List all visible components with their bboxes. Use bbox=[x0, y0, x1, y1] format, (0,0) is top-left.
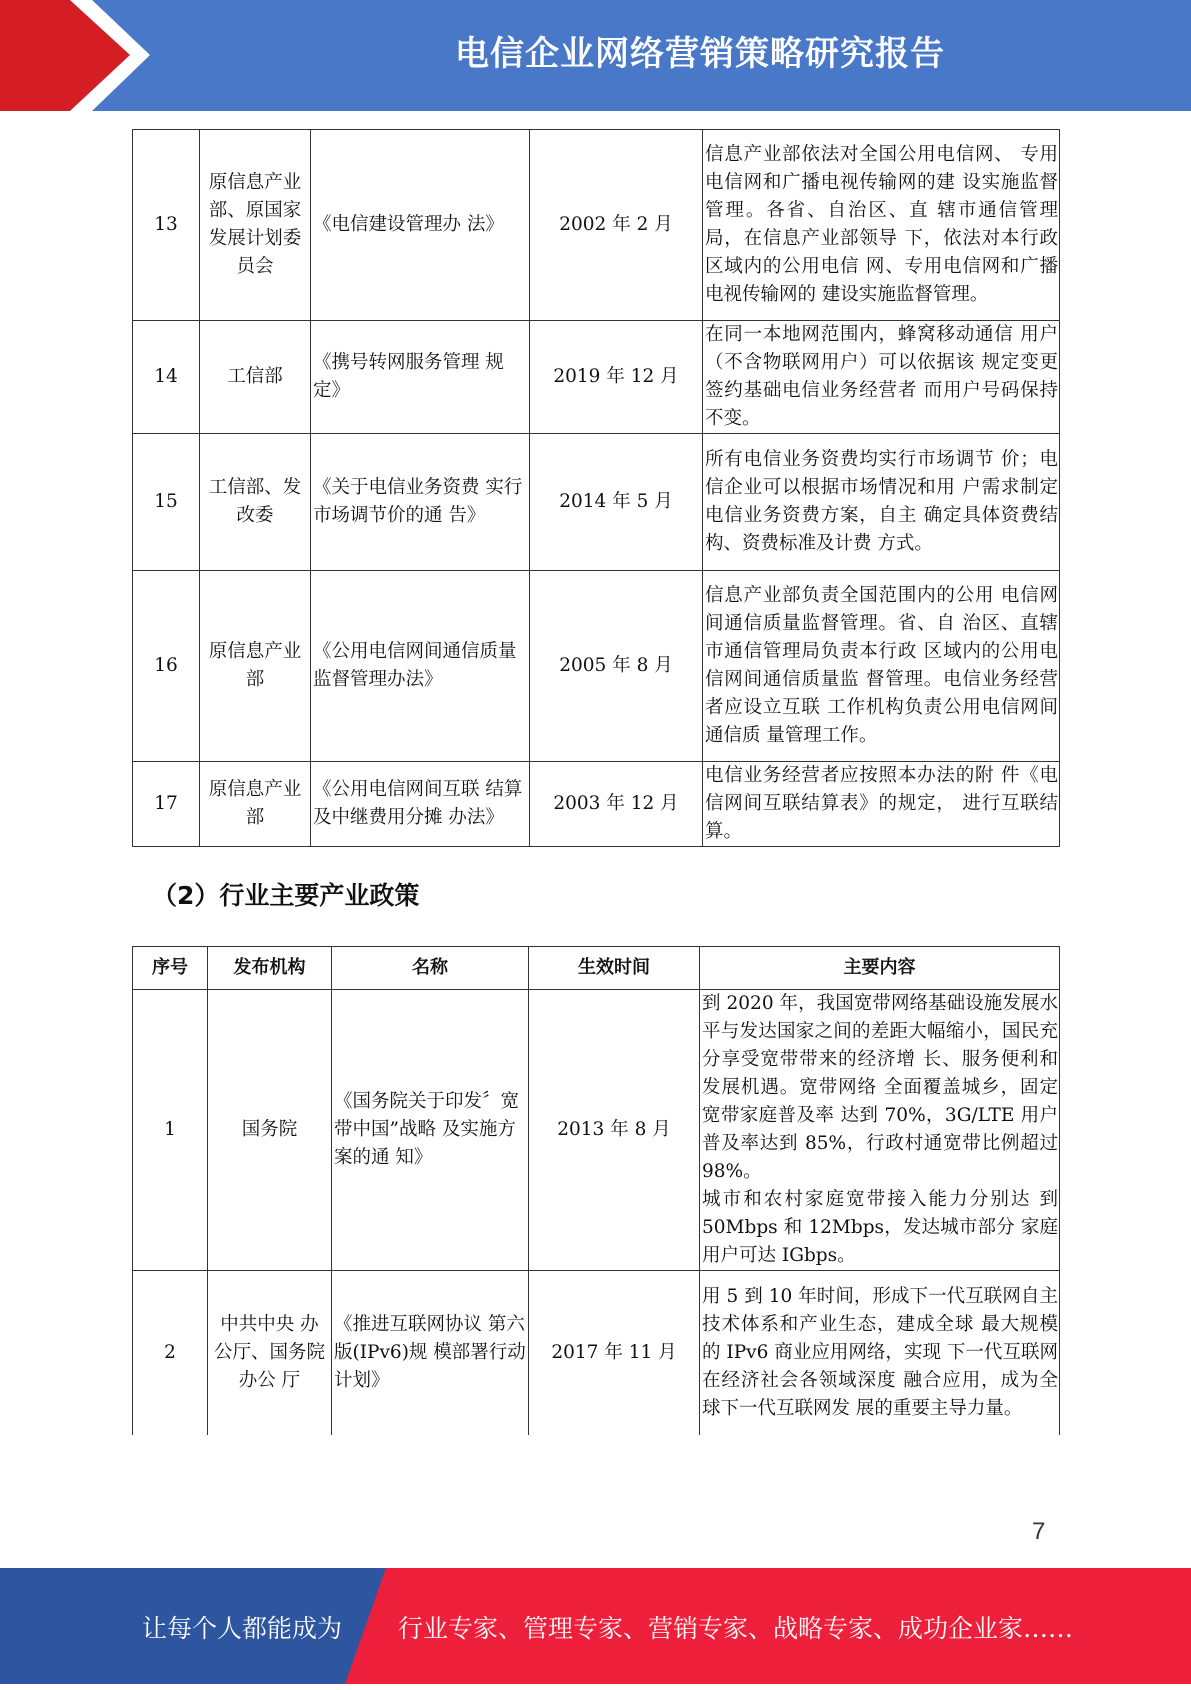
policy-content: 信息产业部负责全国范围内的公用 电信网间通信质量监督管理。省、自 治区、直辖市通信管理局负责本行政 区域内的公用电信网间通信质量监 督管理。电信业务经营者应设立互联 工作机构负责公用电信网间通信质 量管理工作。 bbox=[703, 571, 1060, 762]
policy-name: 《推进互联网协议 第六版(IPv6)规 模部署行动计划》 bbox=[332, 1271, 529, 1435]
page-header bbox=[0, 0, 1191, 111]
issuing-agency: 原信息产业部 bbox=[200, 571, 311, 762]
page-number: 7 bbox=[1032, 1518, 1046, 1545]
footer-slogan-right: 行业专家、管理专家、营销专家、战略专家、成功企业家…… bbox=[398, 1614, 1074, 1643]
column-header: 发布机构 bbox=[208, 947, 332, 990]
effective-date: 2014 年 5 月 bbox=[530, 434, 703, 571]
policy-content: 用 5 到 10 年时间，形成下一代互联网自主技术体系和产业生态，建成全球 最大规模的 IPv6 商业应用网络，实现 下一代互联网在经济社会各领域深度 融合应用，成为全球下一代互联网发 展的重要主导力量。 bbox=[700, 1271, 1060, 1435]
effective-date: 2002 年 2 月 bbox=[530, 130, 703, 321]
issuing-agency: 中共中央 办公厅、国务院办公 厅 bbox=[208, 1271, 332, 1435]
row-number: 2 bbox=[133, 1271, 208, 1435]
issuing-agency: 原信息产业部、原国家发展计划委员会 bbox=[200, 130, 311, 321]
row-number: 14 bbox=[133, 321, 200, 434]
issuing-agency: 原信息产业部 bbox=[200, 762, 311, 847]
table-row bbox=[133, 321, 1060, 434]
policy-name: 《公用电信网间通信质量监督管理办法》 bbox=[311, 571, 530, 762]
row-number: 15 bbox=[133, 434, 200, 571]
table-row bbox=[133, 990, 1060, 1271]
policy-name: 《关于电信业务资费 实行市场调节价的通 告》 bbox=[311, 434, 530, 571]
table-row bbox=[133, 762, 1060, 847]
content-paragraph: 城市和农村家庭宽带接入能力分别达 到 50Mbps 和 12Mbps，发达城市部分 家庭用户可达 IGbps。 bbox=[702, 1189, 1058, 1266]
policy-content bbox=[700, 990, 1060, 1271]
industry-policy-table bbox=[132, 946, 1060, 1435]
policy-content: 所有电信业务资费均实行市场调节 价；电信企业可以根据市场情况和用 户需求制定电信业务资费方案，自主 确定具体资费结构、资费标准及计费 方式。 bbox=[703, 434, 1060, 571]
effective-date: 2003 年 12 月 bbox=[530, 762, 703, 847]
issuing-agency: 国务院 bbox=[208, 990, 332, 1271]
policy-name: 《携号转网服务管理 规定》 bbox=[311, 321, 530, 434]
content-paragraph: 到 2020 年，我国宽带网络基础设施发展水平与发达国家之间的差距大幅缩小，国民充分享受宽带带来的经济增 长、服务便利和发展机遇。宽带网络 全面覆盖城乡，固定宽带家庭普及率 达到 70%，3G/LTE 用户普及率达到 85%，行政村通宽带比例超过 98%。 bbox=[702, 993, 1058, 1182]
column-header: 生效时间 bbox=[529, 947, 700, 990]
issuing-agency: 工信部 bbox=[200, 321, 311, 434]
report-title: 电信企业网络营销策略研究报告 bbox=[455, 34, 945, 74]
issuing-agency: 工信部、发改委 bbox=[200, 434, 311, 571]
effective-date: 2019 年 12 月 bbox=[530, 321, 703, 434]
table-row bbox=[133, 130, 1060, 321]
row-number: 17 bbox=[133, 762, 200, 847]
policy-content: 电信业务经营者应按照本办法的附 件《电信网间互联结算表》的规定， 进行互联结算。 bbox=[703, 762, 1060, 847]
effective-date: 2013 年 8 月 bbox=[529, 990, 700, 1271]
policy-content: 信息产业部依法对全国公用电信网、 专用电信网和广播电视传输网的建 设实施监督管理。各省、自治区、直 辖市通信管理局，在信息产业部领导 下，依法对本行政区域内的公用电信 网、专用电信网和广播电视传输网的 建设实施监督管理。 bbox=[703, 130, 1060, 321]
column-header: 主要内容 bbox=[700, 947, 1060, 990]
column-header: 序号 bbox=[133, 947, 208, 990]
page-footer bbox=[0, 1568, 1191, 1684]
effective-date: 2017 年 11 月 bbox=[529, 1271, 700, 1435]
effective-date: 2005 年 8 月 bbox=[530, 571, 703, 762]
policy-name: 《公用电信网间互联 结算及中继费用分摊 办法》 bbox=[311, 762, 530, 847]
table-row bbox=[133, 1271, 1060, 1435]
table-row bbox=[133, 571, 1060, 762]
regulation-table bbox=[132, 129, 1060, 847]
footer-slogan-left: 让每个人都能成为 bbox=[142, 1614, 343, 1643]
policy-name: 《电信建设管理办 法》 bbox=[311, 130, 530, 321]
policy-name: 《国务院关于印发〞宽带中国”战略 及实施方案的通 知》 bbox=[332, 990, 529, 1271]
policy-content: 在同一本地网范围内，蜂窝移动通信 用户（不含物联网用户）可以依据该 规定变更签约基础电信业务经营者 而用户号码保持不变。 bbox=[703, 321, 1060, 434]
table-header-row bbox=[133, 947, 1060, 990]
row-number: 16 bbox=[133, 571, 200, 762]
column-header: 名称 bbox=[332, 947, 529, 990]
section-heading: （2）行业主要产业政策 bbox=[152, 881, 420, 910]
row-number: 1 bbox=[133, 990, 208, 1271]
row-number: 13 bbox=[133, 130, 200, 321]
table-row bbox=[133, 434, 1060, 571]
